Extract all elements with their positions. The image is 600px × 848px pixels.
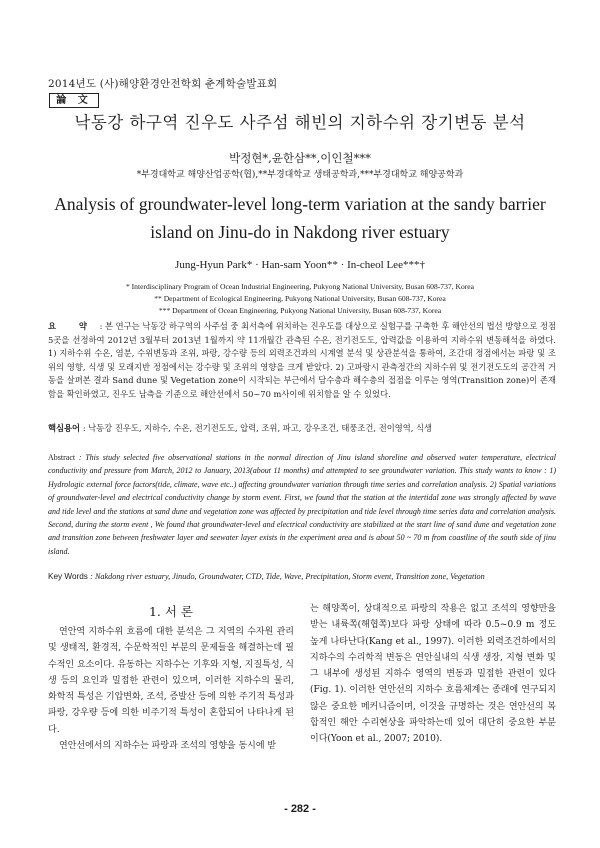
affiliation-english-1: * Interdisciplinary Program of Ocean Industrial Engineering, Pukyong National University, Busan 608-737, Korea xyxy=(125,282,475,291)
body-right-paragraph-1: 는 해양쪽이, 상대적으로 파랑의 작용은 없고 조석의 영향만을 받는 내륙쪽(해협쪽)보다 파랑 상태에 따라 0.5~0.9 m 정도 높게 나타난다(Kang et al., 1997). 이러한 외력조건하에서의 지하수의 수리학적 변동은 연안실내의 식생 생장, 지형 변화 및 그 내부에 생성된 지하수 영역의 변동과 밀접한 관련이 있다(Fig. 1). 이러한 연안선의 지하수 흐름체계는 종래에 연구되지 않은 중요한 메커니즘이며, 이것을 규명하는 것은 연안선의 복합적인 해안 수리현상을 파악하는데 있어 대단히 중요한 부분이다(Yoon et al., 2007; 2010). xyxy=(310,604,556,745)
abstract-english-text: : This study selected five observational stations in the normal direction of Jinu island shoreline and observed water temperature, electrical conductivity and pressure from March, 2012 to January, 2013(about 11 months) and attempted to see groundwater variation. This study wants to know : 1) Hydrologic external force factors(tide, climate, wave etc..) affecting groundwater variation through time series and correlation analysis. 2) Spatial variations of groundwater-level and electrical conductivity change by storm event. First, we found that the station at the intertidal zone was strongly affected by wave and tide level and the stations at sand dune and vegetation zone was affected by precipitation and tide level through time series data and correlation analysis. Second, during the storm event , We found that groundwater-level and electrical conductivity are stabilized at the start line of sand dune and vegetation zone and transition zone between freshwater layer and seewater layer exists in the experiment area and is about 50 ~ 70 m from coastline of the south side of jinu island. xyxy=(48,453,557,556)
body-left-paragraph-2: 연안선에서의 지하수는 파랑과 조석의 영향을 동시에 받 xyxy=(59,741,277,752)
authors-korean: 박정현*,윤한삼**,이인철*** xyxy=(229,151,371,165)
abstract-korean xyxy=(48,320,556,402)
keywords-english-label: Key Words xyxy=(48,572,88,581)
affiliations-korean: *부경대학교 해양산업공학(협),**부경대학교 생태공학과,***부경대학교 해양공학과 xyxy=(136,170,464,180)
conference-header: 2014년도 (사)해양환경안전학회 춘계학술발표회 xyxy=(48,78,278,90)
keywords-english-text: : Nakdong river estuary, Jinudo, Groundwater, CTD, Tide, Wave, Precipitation, Storm event, Transition zone, Vegetation xyxy=(90,572,485,581)
keywords-english xyxy=(48,572,556,581)
keywords-korean-text: : 낙동강 진우도, 지하수, 수온, 전기전도도, 압력, 조위, 파고, 강우조건, 태풍조건, 전이영역, 식생 xyxy=(82,423,433,433)
keywords-korean-label: 핵심용어 xyxy=(48,423,81,433)
body-column-right xyxy=(310,601,556,748)
keywords-korean xyxy=(48,422,556,434)
section-title-introduction: 1. 서 론 xyxy=(148,604,194,619)
page-number: - 282 - xyxy=(284,803,316,815)
title-english: Analysis of groundwater-level long-term variation at the sandy barrier island on Jinu-do in Nakdong river estuary xyxy=(54,194,546,242)
title-korean: 낙동강 하구역 진우도 사주섬 해빈의 지하수위 장기변동 분석 xyxy=(74,113,526,132)
abstract-korean-text: : 본 연구는 낙동강 하구역의 사주섬 중 최서측에 위치하는 진우도를 대상으로 실험구를 구축한 후 해안선의 법선 방향으로 정점 5곳을 선정하여 2012년 3월부터 2013년 1월까지 약 11개월간 관측된 수온, 전기전도도, 압력값을 이용하여 지하수위 변동해석을 하였다. 1) 지하수위 수온, 염분, 수위변동과 조위, 파랑, 강수량 등의 외력조건과의 시계열 분석 및 상관분석을 통하여, 조간대 정점에서는 파랑 및 조위의 영향, 식생 및 모래지반 정점에서는 강수량 및 조위의 영향을 크게 받았다. 2) 고파랑시 관측정간의 지하수위 및 전기전도도의 공간적 거동을 살펴본 결과 Sand dune 및 Vegetation zone이 시작되는 부근에서 담수층과 해수층의 접점을 이루는 영역(Transition zone)이 존재함을 확인하였고, 진우도 남측을 기준으로 해안선에서 50~70 m사이에 위치함을 알 수 있었다. xyxy=(48,321,556,399)
authors-english: Jung-Hyun Park* · Han-sam Yoon** · In-cheol Lee***† xyxy=(175,259,425,271)
body-left-paragraph-1: 연안역 지하수위 흐름에 대한 분석은 그 지역의 수자원 관리 및 생태적, 환경적, 수문학적인 부분의 문제들을 해결하는데 필수적인 요소이다. 유동하는 지하수는 기후와 지형, 지질특성, 식생 등의 요인과 밀접한 관련이 있으며, 이러한 지하수의 물리, 화학적 특성은 기압변화, 조석, 증발산 등에 의한 주기적 특성과 파랑, 강우량 등에 의한 비주기적 특성이 혼합되어 나타나게 된다. xyxy=(48,627,294,735)
affiliation-english-2: ** Department of Ecological Engineering, Pukyong National University, Busan 608-737, Korea xyxy=(154,294,446,303)
abstract-korean-label: 요 약 xyxy=(48,321,97,331)
body-column-left xyxy=(48,624,294,754)
paper-type-label: 論 文 xyxy=(49,93,99,108)
abstract-english-label: Abstract xyxy=(48,453,76,462)
abstract-english xyxy=(48,451,556,558)
affiliation-english-3: *** Department of Ocean Engineering, Pukyong National University, Busan 608-737, Korea xyxy=(158,306,442,315)
